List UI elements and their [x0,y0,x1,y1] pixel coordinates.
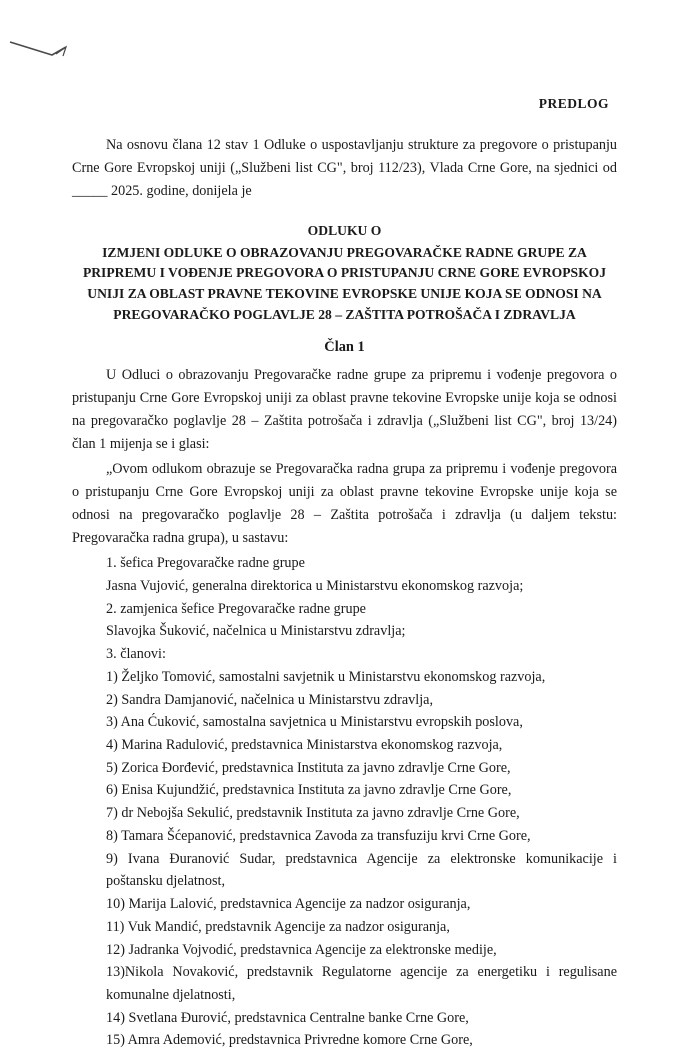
list-item: 9) Ivana Đuranović Sudar, predstavnica Agencije za elektronske komunikacije i poštansku djelatnost, [106,850,617,890]
document-title-line2: IZMJENI ODLUKE O OBRAZOVANJU PREGOVARAČKE RADNE GRUPE ZA PRIPREMU I VOĐENJE PREGOVORA O PRISTUPANJU CRNE GORE EVROPSKOJ UNIJI ZA OBLAST PRAVNE TEKOVINE EVROPSKE UNIJE KOJA SE ODNOSI NA PREGOVARAČKO POGLAVLJE 28 – ZAŠTITA POTROŠAČA I ZDRAVLJA [82,244,607,322]
intro-paragraph: Na osnovu člana 12 stav 1 Odluke o uspostavljanju strukture za pregovore o pristupanju Crne Gore Evropskoj uniji („Službeni list CG", broj 112/23), Vlada Crne Gore, na sjednici od _____ 2025. godine, donijela je [72,137,617,199]
list-item: 15) Amra Ademović, predstavnica Privredne komore Crne Gore, [106,1032,473,1049]
document-title [72,221,617,325]
list-item: 3. članovi: [106,646,166,663]
list-item: Slavojka Šuković, načelnica u Ministarstvu zdravlja; [106,623,406,640]
list-item: 2. zamjenica šefice Pregovaračke radne grupe [106,600,366,617]
article-heading: Član 1 [324,339,365,356]
article-paragraph: U Odluci o obrazovanju Pregovaračke radne grupe za pripremu i vođenje pregovora o pristupanju Crne Gore Evropskoj uniji za oblast pravne tekovine Evropske unije koja se odnosi na pregovaračko poglavlje 28 – Zaštita potrošača i zdravlja („Službeni list CG", broj 13/24) član 1 mijenja se i glasi: [72,367,617,453]
document-header-label: PREDLOG [538,96,609,111]
list-item: 7) dr Nebojša Sekulić, predstavnik Instituta za javno zdravlje Crne Gore, [106,805,520,822]
list-item: 10) Marija Lalović, predstavnica Agencije za nadzor osiguranja, [106,896,471,913]
scan-artifact-mark [8,38,70,64]
list-item: 4) Marina Radulović, predstavnica Ministarstva ekonomskog razvoja, [106,737,503,754]
list-item: 11) Vuk Mandić, predstavnik Agencije za nadzor osiguranja, [106,918,450,935]
list-item: 5) Zorica Đorđević, predstavnica Instituta za javno zdravlje Crne Gore, [106,759,511,776]
quoted-paragraph: „Ovom odlukom obrazuje se Pregovaračka radna grupa za pripremu i vođenje pregovora o pristupanju Crne Gore Evropskoj uniji za oblast pravne tekovine Evropske unije koja se odnosi na pregovaračko poglavlje 28 – Zaštita potrošača i zdravlja (u daljem tekstu: Pregovaračka radna grupa), u sastavu: [72,461,617,547]
document-title-line1: ODLUKU O [307,223,382,238]
list-item: 3) Ana Ćuković, samostalna savjetnica u Ministarstvu evropskih poslova, [106,714,523,731]
list-item: 12) Jadranka Vojvodić, predstavnica Agencije za elektronske medije, [106,941,497,958]
list-item: 2) Sandra Damjanović, načelnica u Ministarstvu zdravlja, [106,691,433,708]
list-item: 1. šefica Pregovaračke radne grupe [106,555,305,572]
list-item: 8) Tamara Šćepanović, predstavnica Zavoda za transfuziju krvi Crne Gore, [106,827,531,844]
list-item: Jasna Vujović, generalna direktorica u Ministarstvu ekonomskog razvoja; [106,578,524,594]
document-body [72,96,617,1052]
list-item: 13)Nikola Novaković, predstavnik Regulatorne agencije za energetiku i regulisane komunalne djelatnosti, [106,964,617,1003]
list-item: 1) Željko Tomović, samostalni savjetnik u Ministarstvu ekonomskog razvoja, [106,668,546,685]
list-item: 6) Enisa Kujundžić, predstavnica Instituta za javno zdravlje Crne Gore, [106,782,512,799]
list-item: 14) Svetlana Đurović, predstavnica Centralne banke Crne Gore, [106,1009,469,1026]
